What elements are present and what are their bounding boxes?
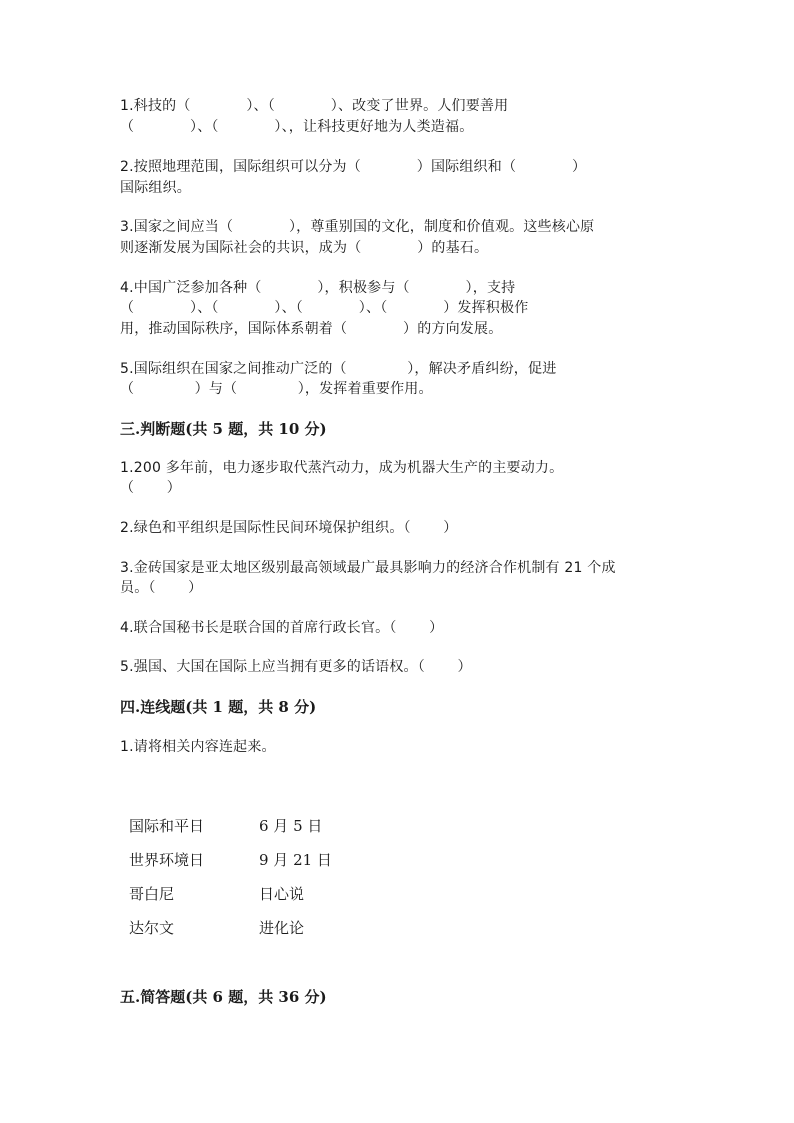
- question-line: 2.按照地理范围，国际组织可以分为（ ）国际组织和（ ）: [120, 159, 587, 175]
- match-left-item: 哥白尼: [129, 885, 175, 903]
- match-right-item: 9 月 21 日: [259, 851, 332, 869]
- question-line: 则逐渐发展为国际社会的共识，成为（ ）的基石。: [120, 240, 489, 256]
- section-title-matching: 四.连线题(共 1 题，共 8 分): [120, 698, 317, 716]
- question-line: 3.金砖国家是亚太地区级别最高领域最广最具影响力的经济合作机制有 21 个成: [120, 560, 616, 576]
- true-false-question-4: 4.联合国秘书长是联合国的首席行政长官。（ ）: [120, 620, 444, 636]
- match-right-item: 日心说: [259, 885, 305, 903]
- match-left-item: 达尔文: [129, 919, 175, 937]
- true-false-question-2: 2.绿色和平组织是国际性民间环境保护组织。（ ）: [120, 520, 458, 536]
- section-title-true-false: 三.判断题(共 5 题，共 10 分): [120, 420, 327, 438]
- question-line: 员。（ ）: [120, 580, 203, 596]
- true-false-question-5: 5.强国、大国在国际上应当拥有更多的话语权。（ ）: [120, 659, 472, 675]
- section-title-short-answer: 五.简答题(共 6 题，共 36 分): [120, 988, 327, 1006]
- matching-question-1: 1.请将相关内容连起来。: [120, 739, 276, 755]
- match-right-item: 6 月 5 日: [259, 817, 323, 835]
- match-left-item: 国际和平日: [129, 817, 205, 835]
- question-line: 3.国家之间应当（ ），尊重别国的文化，制度和价值观。这些核心原: [120, 219, 595, 235]
- question-line: 4.中国广泛参加各种（ ），积极参与（ ），支持: [120, 280, 516, 296]
- question-line: 1.200 多年前，电力逐步取代蒸汽动力，成为机器大生产的主要动力。: [120, 460, 564, 476]
- question-line: 用，推动国际秩序，国际体系朝着（ ）的方向发展。: [120, 321, 503, 337]
- answer-bracket: （ ）: [120, 480, 181, 496]
- match-right-item: 进化论: [259, 919, 305, 937]
- question-line: 1.科技的（ ）、（ ）、改变了世界。人们要善用: [120, 98, 509, 114]
- question-line: （ ）与（ ），发挥着重要作用。: [120, 381, 433, 397]
- question-line: 5.国际组织在国家之间推动广泛的（ ），解决矛盾纠纷，促进: [120, 361, 557, 377]
- question-line: （ ）、（ ）、，让科技更好地为人类造福。: [120, 119, 474, 135]
- question-line: （ ）、（ ）、（ ）、（ ）发挥积极作: [120, 300, 529, 316]
- question-line: 国际组织。: [120, 180, 191, 196]
- match-left-item: 世界环境日: [129, 851, 205, 869]
